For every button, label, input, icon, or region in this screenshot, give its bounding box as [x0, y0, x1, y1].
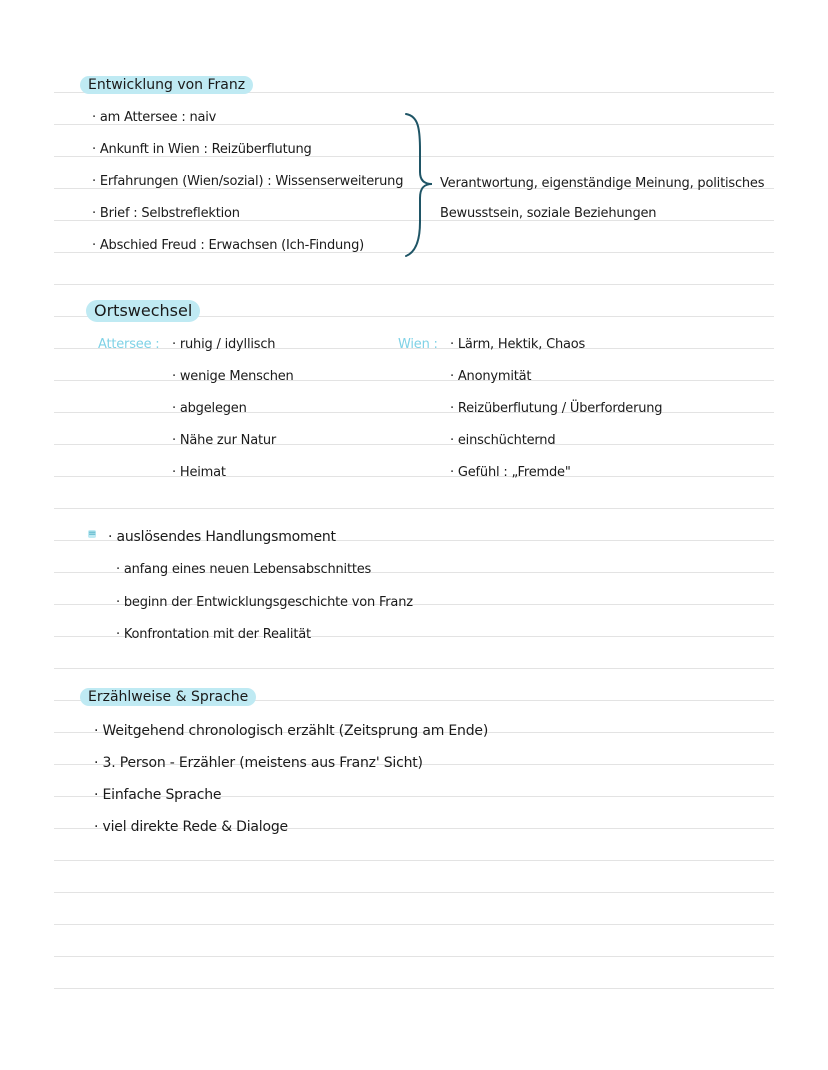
list-item: · 3. Person - Erzähler (meistens aus Franz' Sicht): [94, 755, 423, 771]
wien-item: · Gefühl : „Fremde": [450, 465, 571, 480]
curly-brace-icon: [400, 110, 436, 258]
list-item: · anfang eines neuen Lebensabschnittes: [116, 562, 372, 577]
ruled-line: [54, 508, 774, 509]
attersee-item: · wenige Menschen: [172, 369, 294, 384]
list-item: · viel direkte Rede & Dialoge: [94, 819, 288, 835]
attersee-label: Attersee :: [98, 337, 160, 352]
ruled-line: [54, 668, 774, 669]
attersee-item: · Heimat: [172, 465, 226, 480]
ruled-line: [54, 444, 774, 445]
list-item: · Erfahrungen (Wien/sozial) : Wissenserweiterung: [92, 174, 404, 189]
ruled-line: [54, 380, 774, 381]
ruled-line: [54, 892, 774, 893]
list-item: · Abschied Freud : Erwachsen (Ich-Findung): [92, 238, 364, 253]
section-heading-entwicklung: Entwicklung von Franz: [80, 76, 253, 94]
wien-item: · Anonymität: [450, 369, 532, 384]
wien-item: · einschüchternd: [450, 433, 556, 448]
list-item: · Ankunft in Wien : Reizüberflutung: [92, 142, 312, 157]
ruled-line: [54, 860, 774, 861]
ruled-line: [54, 988, 774, 989]
list-item: · Einfache Sprache: [94, 787, 222, 803]
attersee-item: · ruhig / idyllisch: [172, 337, 276, 352]
section-heading-ortswechsel: Ortswechsel: [86, 300, 200, 322]
list-item: · am Attersee : naiv: [92, 110, 217, 125]
ruled-line: [54, 284, 774, 285]
list-item: · beginn der Entwicklungsgeschichte von Franz: [116, 595, 413, 610]
attersee-item: · abgelegen: [172, 401, 247, 416]
list-item: · Brief : Selbstreflektion: [92, 206, 240, 221]
ruled-line: [54, 412, 774, 413]
equals-marker: =: [88, 528, 97, 539]
section-heading-erzaehlweise: Erzählweise & Sprache: [80, 688, 256, 706]
summary-line: Bewusstsein, soziale Beziehungen: [440, 206, 657, 221]
ruled-line: [54, 956, 774, 957]
wien-item: · Lärm, Hektik, Chaos: [450, 337, 586, 352]
list-item: · Weitgehend chronologisch erzählt (Zeitsprung am Ende): [94, 723, 489, 739]
list-item: · auslösendes Handlungsmoment: [108, 529, 336, 545]
attersee-item: · Nähe zur Natur: [172, 433, 277, 448]
list-item: · Konfrontation mit der Realität: [116, 627, 311, 642]
summary-line: Verantwortung, eigenständige Meinung, politisches: [440, 176, 765, 191]
wien-item: · Reizüberflutung / Überforderung: [450, 401, 663, 416]
ruled-line: [54, 476, 774, 477]
ruled-line: [54, 924, 774, 925]
wien-label: Wien :: [398, 337, 438, 352]
